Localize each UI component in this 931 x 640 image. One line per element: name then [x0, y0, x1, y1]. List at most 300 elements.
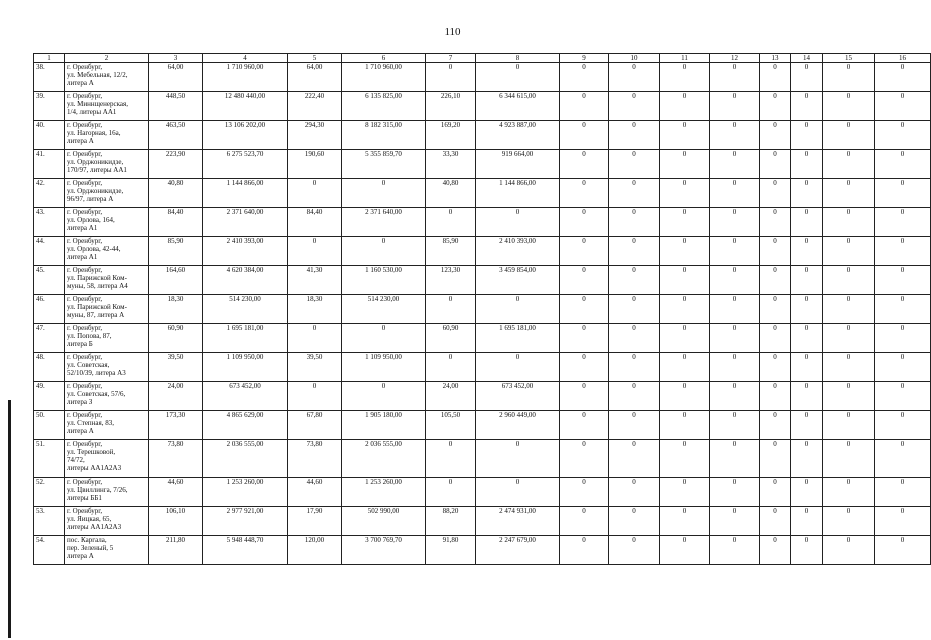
address-line: г. Оренбург,: [67, 208, 103, 216]
value-cell-c11: 0: [660, 295, 710, 324]
value-cell-c14: 0: [791, 150, 823, 179]
scan-edge-mark: [8, 400, 11, 638]
value-cell-c14: 0: [791, 266, 823, 295]
row-number: 52.: [34, 478, 65, 507]
address-cell: [65, 295, 149, 324]
value-cell-c3: 211,80: [149, 536, 203, 565]
value-cell-c9: 0: [560, 382, 609, 411]
address-line: г. Оренбург,: [67, 411, 103, 419]
row-number: 39.: [34, 92, 65, 121]
value-cell-c10: 0: [609, 121, 660, 150]
address-cell: [65, 92, 149, 121]
row-number: 42.: [34, 179, 65, 208]
value-cell-c14: 0: [791, 295, 823, 324]
value-cell-c5: 67,80: [288, 411, 342, 440]
value-cell-c10: 0: [609, 353, 660, 382]
value-cell-c3: 73,80: [149, 440, 203, 478]
value-cell-c9: 0: [560, 208, 609, 237]
value-cell-c8: 4 923 887,00: [476, 121, 560, 150]
column-header-5: 5: [288, 54, 342, 63]
value-cell-c6: 2 371 640,00: [342, 208, 426, 237]
value-cell-c6: 1 160 530,00: [342, 266, 426, 295]
table-row: [34, 536, 931, 565]
value-cell-c8: 3 459 854,00: [476, 266, 560, 295]
address-line: ул. Парижской Ком-: [67, 274, 127, 282]
value-cell-c3: 85,90: [149, 237, 203, 266]
value-cell-c4: 2 036 555,00: [203, 440, 288, 478]
value-cell-c15: 0: [823, 121, 875, 150]
column-header-4: 4: [203, 54, 288, 63]
value-cell-c5: 0: [288, 237, 342, 266]
value-cell-c9: 0: [560, 353, 609, 382]
value-cell-c11: 0: [660, 150, 710, 179]
value-cell-c4: 1 710 960,00: [203, 63, 288, 92]
address-cell: [65, 324, 149, 353]
value-cell-c15: 0: [823, 382, 875, 411]
value-cell-c3: 39,50: [149, 353, 203, 382]
row-number: 46.: [34, 295, 65, 324]
value-cell-c3: 44,60: [149, 478, 203, 507]
value-cell-c15: 0: [823, 353, 875, 382]
value-cell-c10: 0: [609, 411, 660, 440]
value-cell-c9: 0: [560, 121, 609, 150]
address-cell: [65, 382, 149, 411]
value-cell-c13: 0: [760, 353, 791, 382]
value-cell-c16: 0: [875, 266, 931, 295]
value-cell-c12: 0: [710, 324, 760, 353]
value-cell-c15: 0: [823, 179, 875, 208]
value-cell-c13: 0: [760, 266, 791, 295]
value-cell-c15: 0: [823, 478, 875, 507]
address-cell: [65, 440, 149, 478]
value-cell-c16: 0: [875, 478, 931, 507]
row-number: 47.: [34, 324, 65, 353]
value-cell-c16: 0: [875, 382, 931, 411]
value-cell-c12: 0: [710, 478, 760, 507]
row-number: 48.: [34, 353, 65, 382]
table-row: [34, 150, 931, 179]
value-cell-c10: 0: [609, 324, 660, 353]
value-cell-c7: 40,80: [426, 179, 476, 208]
column-header-9: 9: [560, 54, 609, 63]
row-number: 54.: [34, 536, 65, 565]
value-cell-c5: 41,30: [288, 266, 342, 295]
row-number: 44.: [34, 237, 65, 266]
row-number: 53.: [34, 507, 65, 536]
value-cell-c8: 2 410 393,00: [476, 237, 560, 266]
value-cell-c11: 0: [660, 353, 710, 382]
value-cell-c14: 0: [791, 536, 823, 565]
row-number: 40.: [34, 121, 65, 150]
address-line: г. Оренбург,: [67, 150, 103, 158]
value-cell-c15: 0: [823, 208, 875, 237]
value-cell-c7: 105,50: [426, 411, 476, 440]
value-cell-c5: 294,30: [288, 121, 342, 150]
value-cell-c3: 173,30: [149, 411, 203, 440]
value-cell-c14: 0: [791, 237, 823, 266]
address-line: пер. Зеленый, 5: [67, 544, 114, 552]
address-cell: [65, 478, 149, 507]
value-cell-c11: 0: [660, 237, 710, 266]
value-cell-c12: 0: [710, 353, 760, 382]
value-cell-c13: 0: [760, 382, 791, 411]
value-cell-c15: 0: [823, 440, 875, 478]
value-cell-c6: 0: [342, 179, 426, 208]
table-row: [34, 179, 931, 208]
value-cell-c13: 0: [760, 237, 791, 266]
value-cell-c16: 0: [875, 208, 931, 237]
value-cell-c14: 0: [791, 440, 823, 478]
value-cell-c4: 4 865 629,00: [203, 411, 288, 440]
table-body: [34, 63, 931, 565]
address-line: г. Оренбург,: [67, 382, 103, 390]
column-header-7: 7: [426, 54, 476, 63]
address-line: г. Оренбург,: [67, 237, 103, 245]
value-cell-c7: 91,80: [426, 536, 476, 565]
value-cell-c3: 64,00: [149, 63, 203, 92]
value-cell-c13: 0: [760, 208, 791, 237]
address-cell: [65, 208, 149, 237]
value-cell-c8: 0: [476, 478, 560, 507]
value-cell-c4: 6 275 523,70: [203, 150, 288, 179]
value-cell-c3: 40,80: [149, 179, 203, 208]
address-line: муны, 58, литера А4: [67, 282, 128, 290]
value-cell-c14: 0: [791, 324, 823, 353]
address-line: ул. Яицкая, 65,: [67, 515, 112, 523]
value-cell-c13: 0: [760, 63, 791, 92]
address-line: ул. Орлова, 164,: [67, 216, 115, 224]
value-cell-c6: 1 109 950,00: [342, 353, 426, 382]
value-cell-c16: 0: [875, 150, 931, 179]
value-cell-c5: 64,00: [288, 63, 342, 92]
column-header-14: 14: [791, 54, 823, 63]
value-cell-c11: 0: [660, 324, 710, 353]
value-cell-c15: 0: [823, 92, 875, 121]
value-cell-c13: 0: [760, 150, 791, 179]
value-cell-c7: 85,90: [426, 237, 476, 266]
value-cell-c6: 1 253 260,00: [342, 478, 426, 507]
address-line: г. Оренбург,: [67, 507, 103, 515]
value-cell-c6: 502 990,00: [342, 507, 426, 536]
value-cell-c12: 0: [710, 266, 760, 295]
value-cell-c15: 0: [823, 295, 875, 324]
value-cell-c9: 0: [560, 92, 609, 121]
value-cell-c12: 0: [710, 179, 760, 208]
value-cell-c14: 0: [791, 507, 823, 536]
address-cell: [65, 507, 149, 536]
address-line: литера А: [67, 137, 94, 145]
value-cell-c16: 0: [875, 507, 931, 536]
value-cell-c4: 12 480 440,00: [203, 92, 288, 121]
row-number: 49.: [34, 382, 65, 411]
value-cell-c14: 0: [791, 63, 823, 92]
value-cell-c11: 0: [660, 440, 710, 478]
address-line: муны, 87, литера А: [67, 311, 125, 319]
value-cell-c10: 0: [609, 150, 660, 179]
address-line: 96/97, литера А: [67, 195, 114, 203]
address-line: г. Оренбург,: [67, 121, 103, 129]
address-line: г. Оренбург,: [67, 324, 103, 332]
row-number: 43.: [34, 208, 65, 237]
address-line: литеры ББ1: [67, 494, 102, 502]
value-cell-c14: 0: [791, 382, 823, 411]
address-cell: [65, 63, 149, 92]
value-cell-c11: 0: [660, 266, 710, 295]
value-cell-c9: 0: [560, 179, 609, 208]
value-cell-c5: 0: [288, 179, 342, 208]
value-cell-c8: 2 247 679,00: [476, 536, 560, 565]
value-cell-c5: 39,50: [288, 353, 342, 382]
value-cell-c10: 0: [609, 179, 660, 208]
table-row: [34, 440, 931, 478]
address-line: 52/10/39, литера А3: [67, 369, 126, 377]
value-cell-c8: 919 664,00: [476, 150, 560, 179]
value-cell-c9: 0: [560, 295, 609, 324]
value-cell-c6: 514 230,00: [342, 295, 426, 324]
address-line: литера А: [67, 79, 94, 87]
value-cell-c13: 0: [760, 478, 791, 507]
address-line: ул. Степная, 83,: [67, 419, 114, 427]
value-cell-c7: 24,00: [426, 382, 476, 411]
value-cell-c8: 673 452,00: [476, 382, 560, 411]
value-cell-c14: 0: [791, 208, 823, 237]
value-cell-c16: 0: [875, 63, 931, 92]
address-line: 170/97, литеры АА1: [67, 166, 127, 174]
value-cell-c3: 223,90: [149, 150, 203, 179]
value-cell-c13: 0: [760, 179, 791, 208]
column-header-16: 16: [875, 54, 931, 63]
value-cell-c5: 120,00: [288, 536, 342, 565]
row-number: 51.: [34, 440, 65, 478]
value-cell-c4: 2 371 640,00: [203, 208, 288, 237]
value-cell-c11: 0: [660, 536, 710, 565]
address-line: ул. Попова, 87,: [67, 332, 112, 340]
address-cell: [65, 353, 149, 382]
value-cell-c8: 1 144 866,00: [476, 179, 560, 208]
address-line: литеры АА1А2А3: [67, 523, 122, 531]
value-cell-c15: 0: [823, 324, 875, 353]
value-cell-c10: 0: [609, 208, 660, 237]
address-line: г. Оренбург,: [67, 478, 103, 486]
value-cell-c7: 169,20: [426, 121, 476, 150]
value-cell-c13: 0: [760, 536, 791, 565]
value-cell-c4: 1 144 866,00: [203, 179, 288, 208]
row-number: 45.: [34, 266, 65, 295]
page-number: 110: [444, 26, 461, 38]
value-cell-c8: 2 960 449,00: [476, 411, 560, 440]
value-cell-c4: 5 948 448,70: [203, 536, 288, 565]
address-line: литера А1: [67, 253, 98, 261]
value-cell-c10: 0: [609, 237, 660, 266]
address-line: г. Оренбург,: [67, 179, 103, 187]
value-cell-c12: 0: [710, 150, 760, 179]
value-cell-c10: 0: [609, 92, 660, 121]
value-cell-c14: 0: [791, 353, 823, 382]
value-cell-c8: 0: [476, 353, 560, 382]
value-cell-c4: 13 106 202,00: [203, 121, 288, 150]
value-cell-c12: 0: [710, 237, 760, 266]
value-cell-c7: 123,30: [426, 266, 476, 295]
address-line: литера З: [67, 398, 93, 406]
address-line: г. Оренбург,: [67, 440, 103, 448]
address-cell: [65, 237, 149, 266]
column-header-13: 13: [760, 54, 791, 63]
table-header: [34, 54, 931, 63]
value-cell-c10: 0: [609, 440, 660, 478]
value-cell-c7: 33,30: [426, 150, 476, 179]
value-cell-c13: 0: [760, 507, 791, 536]
value-cell-c12: 0: [710, 382, 760, 411]
value-cell-c16: 0: [875, 179, 931, 208]
value-cell-c16: 0: [875, 411, 931, 440]
address-line: ул. Миннщенерская,: [67, 100, 128, 108]
value-cell-c6: 0: [342, 237, 426, 266]
table-row: [34, 507, 931, 536]
value-cell-c6: 0: [342, 324, 426, 353]
value-cell-c16: 0: [875, 536, 931, 565]
value-cell-c4: 673 452,00: [203, 382, 288, 411]
column-header-12: 12: [710, 54, 760, 63]
value-cell-c10: 0: [609, 536, 660, 565]
table-row: [34, 478, 931, 507]
value-cell-c6: 6 135 825,00: [342, 92, 426, 121]
value-cell-c4: 514 230,00: [203, 295, 288, 324]
value-cell-c15: 0: [823, 507, 875, 536]
value-cell-c12: 0: [710, 536, 760, 565]
value-cell-c10: 0: [609, 507, 660, 536]
value-cell-c10: 0: [609, 478, 660, 507]
address-line: г. Оренбург,: [67, 353, 103, 361]
address-cell: [65, 150, 149, 179]
value-cell-c9: 0: [560, 237, 609, 266]
value-cell-c16: 0: [875, 92, 931, 121]
table-row: [34, 208, 931, 237]
value-cell-c6: 2 036 555,00: [342, 440, 426, 478]
address-cell: [65, 179, 149, 208]
value-cell-c5: 17,90: [288, 507, 342, 536]
value-cell-c16: 0: [875, 121, 931, 150]
value-cell-c16: 0: [875, 295, 931, 324]
value-cell-c7: 0: [426, 63, 476, 92]
table-row: [34, 411, 931, 440]
value-cell-c5: 0: [288, 382, 342, 411]
table-row: [34, 324, 931, 353]
column-header-2: 2: [65, 54, 149, 63]
value-cell-c13: 0: [760, 411, 791, 440]
value-cell-c7: 0: [426, 478, 476, 507]
value-cell-c12: 0: [710, 121, 760, 150]
value-cell-c16: 0: [875, 353, 931, 382]
address-line: литера А: [67, 552, 94, 560]
value-cell-c8: 6 344 615,00: [476, 92, 560, 121]
address-cell: [65, 266, 149, 295]
value-cell-c14: 0: [791, 121, 823, 150]
value-cell-c11: 0: [660, 208, 710, 237]
value-cell-c11: 0: [660, 121, 710, 150]
address-line: ул. Нагорная, 16а,: [67, 129, 121, 137]
value-cell-c9: 0: [560, 478, 609, 507]
value-cell-c13: 0: [760, 440, 791, 478]
value-cell-c4: 1 109 950,00: [203, 353, 288, 382]
column-header-8: 8: [476, 54, 560, 63]
address-line: 1/4, литеры АА1: [67, 108, 117, 116]
value-cell-c3: 448,50: [149, 92, 203, 121]
value-cell-c9: 0: [560, 324, 609, 353]
value-cell-c4: 4 620 384,00: [203, 266, 288, 295]
value-cell-c15: 0: [823, 411, 875, 440]
value-cell-c15: 0: [823, 536, 875, 565]
value-cell-c11: 0: [660, 382, 710, 411]
value-cell-c3: 18,30: [149, 295, 203, 324]
table-row: [34, 295, 931, 324]
table-row: [34, 121, 931, 150]
column-header-1: 1: [34, 54, 65, 63]
value-cell-c4: 2 410 393,00: [203, 237, 288, 266]
value-cell-c3: 463,50: [149, 121, 203, 150]
value-cell-c15: 0: [823, 266, 875, 295]
value-cell-c9: 0: [560, 411, 609, 440]
value-cell-c14: 0: [791, 478, 823, 507]
value-cell-c7: 0: [426, 208, 476, 237]
value-cell-c3: 106,10: [149, 507, 203, 536]
value-cell-c12: 0: [710, 295, 760, 324]
value-cell-c5: 222,40: [288, 92, 342, 121]
value-cell-c11: 0: [660, 507, 710, 536]
column-header-11: 11: [660, 54, 710, 63]
row-number: 50.: [34, 411, 65, 440]
table-row: [34, 63, 931, 92]
value-cell-c5: 0: [288, 324, 342, 353]
header-row: [34, 54, 931, 63]
address-line: г. Оренбург,: [67, 295, 103, 303]
table-row: [34, 92, 931, 121]
address-line: ул. Орлова, 42-44,: [67, 245, 121, 253]
address-cell: [65, 536, 149, 565]
table-row: [34, 237, 931, 266]
column-header-6: 6: [342, 54, 426, 63]
value-cell-c14: 0: [791, 92, 823, 121]
value-cell-c7: 226,10: [426, 92, 476, 121]
value-cell-c5: 18,30: [288, 295, 342, 324]
value-cell-c8: 0: [476, 440, 560, 478]
row-number: 41.: [34, 150, 65, 179]
table-row: [34, 382, 931, 411]
data-table: [33, 53, 931, 565]
value-cell-c5: 84,40: [288, 208, 342, 237]
value-cell-c11: 0: [660, 179, 710, 208]
value-cell-c6: 5 355 859,70: [342, 150, 426, 179]
value-cell-c7: 88,20: [426, 507, 476, 536]
column-header-10: 10: [609, 54, 660, 63]
value-cell-c12: 0: [710, 208, 760, 237]
value-cell-c9: 0: [560, 63, 609, 92]
value-cell-c16: 0: [875, 324, 931, 353]
value-cell-c6: 8 182 315,00: [342, 121, 426, 150]
address-line: пос. Каргала,: [67, 536, 107, 544]
value-cell-c7: 0: [426, 353, 476, 382]
value-cell-c12: 0: [710, 411, 760, 440]
address-line: ул. Цвиллинга, 7/26,: [67, 486, 128, 494]
value-cell-c11: 0: [660, 478, 710, 507]
value-cell-c7: 0: [426, 440, 476, 478]
value-cell-c3: 84,40: [149, 208, 203, 237]
value-cell-c13: 0: [760, 92, 791, 121]
value-cell-c7: 60,90: [426, 324, 476, 353]
column-header-3: 3: [149, 54, 203, 63]
address-line: литера А: [67, 427, 94, 435]
table-row: [34, 353, 931, 382]
value-cell-c8: 0: [476, 295, 560, 324]
